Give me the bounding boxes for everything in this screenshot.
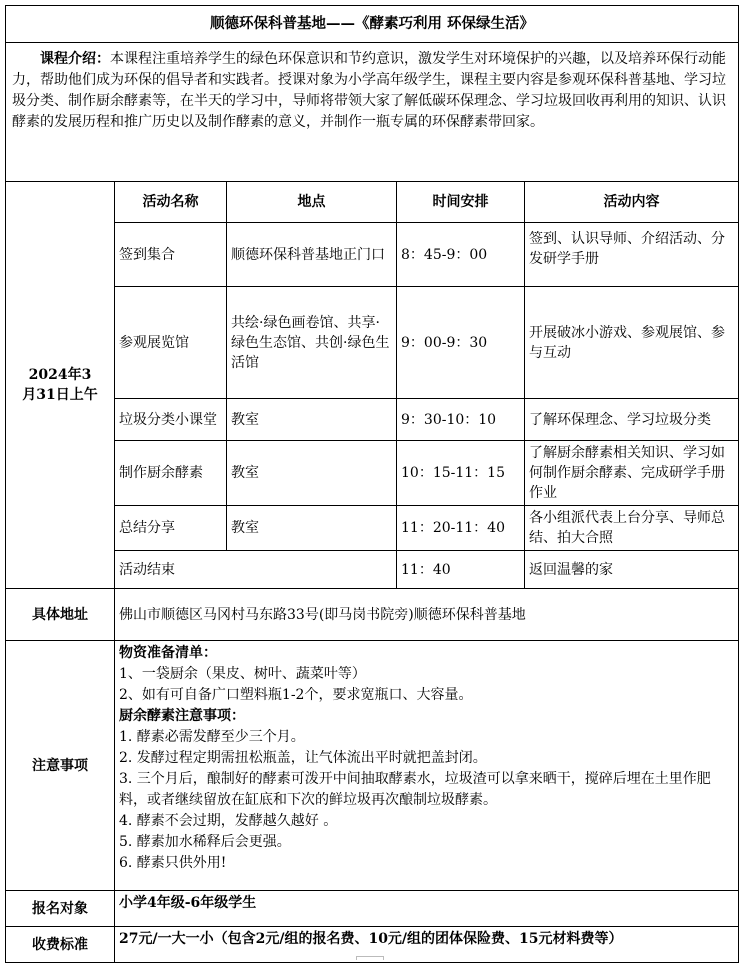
activity-place: 教室: [227, 441, 397, 506]
address-label: 具体地址: [6, 589, 115, 641]
header-content: 活动内容: [525, 182, 739, 223]
activity-place: 教室: [227, 399, 397, 441]
activity-content: 各小组派代表上台分享、导师总结、拍大合照: [525, 506, 739, 551]
activity-time: 8：45-9：00: [397, 223, 525, 287]
table-row: [6, 399, 739, 441]
course-info-table: [5, 5, 739, 963]
header-place: 地点: [227, 182, 397, 223]
course-intro: [6, 43, 739, 182]
activity-name: 制作厨余酵素: [115, 441, 227, 506]
fee-label: 收费标准: [6, 927, 115, 963]
target-label: 报名对象: [6, 891, 115, 927]
table-row: [6, 551, 739, 589]
activity-place: 顺德环保科普基地正门口: [227, 223, 397, 287]
list-item: 6. 酵素只供外用!: [119, 855, 227, 871]
table-row: [6, 223, 739, 287]
intro-label: 课程介绍：: [40, 51, 110, 67]
activity-time: 11：40: [397, 551, 525, 589]
activity-content: 开展破冰小游戏、参观展馆、参与互动: [525, 287, 739, 399]
address-text: 佛山市顺德区马冈村马东路33号(即马岗书院旁)顺德环保科普基地: [115, 589, 739, 641]
list-item: 1、一袋厨余（果皮、树叶、蔬菜叶等）: [119, 666, 366, 682]
activity-place: 教室: [227, 506, 397, 551]
page-scroll-tab: [356, 956, 384, 960]
table-row: [6, 506, 739, 551]
list-item: 2. 发酵过程定期需扭松瓶盖，让气体流出平时就把盖封闭。: [119, 750, 487, 766]
materials-title: 物资准备清单：: [119, 645, 217, 661]
activity-time: 9：00-9：30: [397, 287, 525, 399]
header-time: 时间安排: [397, 182, 525, 223]
activity-time: 9：30-10：10: [397, 399, 525, 441]
list-item: 5. 酵素加水稀释后会更强。: [119, 834, 291, 850]
fee-text: 27元/一大一小（包含2元/组的报名费、10元/组的团体保险费、15元材料费等）: [115, 927, 739, 963]
activity-time: 11：20-11：40: [397, 506, 525, 551]
activity-content: 签到、认识导师、介绍活动、分发研学手册: [525, 223, 739, 287]
activity-name: 垃圾分类小课堂: [115, 399, 227, 441]
table-row: [6, 441, 739, 506]
activity-name: 参观展览馆: [115, 287, 227, 399]
activity-name: 总结分享: [115, 506, 227, 551]
document-title: 顺德环保科普基地——《酵素巧利用 环保绿生活》: [6, 6, 739, 43]
activity-name: 活动结束: [115, 551, 397, 589]
notes-content: [115, 641, 739, 891]
target-text: 小学4年级-6年级学生: [115, 891, 739, 927]
activity-content: 返回温馨的家: [525, 551, 739, 589]
activity-place: 共绘·绿色画卷馆、共享·绿色生态馆、共创·绿色生活馆: [227, 287, 397, 399]
activity-time: 10：15-11：15: [397, 441, 525, 506]
attention-title: 厨余酵素注意事项：: [119, 708, 245, 724]
list-item: 4. 酵素不会过期，发酵越久越好 。: [119, 813, 338, 829]
list-item: 3. 三个月后，酿制好的酵素可泼开中间抽取酵素水，垃圾渣可以拿来晒干，搅碎后埋在土里作肥料，或者继续留放在缸底和下次的鲜垃圾再次酿制垃圾酵素。: [119, 771, 711, 808]
notes-label: 注意事项: [6, 641, 115, 891]
table-row: [6, 287, 739, 399]
list-item: 1. 酵素必需发酵至少三个月。: [119, 729, 305, 745]
schedule-date: 2024年3月31日上午: [6, 182, 115, 589]
activity-content: 了解厨余酵素相关知识、学习如何制作厨余酵素、完成研学手册作业: [525, 441, 739, 506]
header-activity-name: 活动名称: [115, 182, 227, 223]
list-item: 2、如有可自备广口塑料瓶1-2个，要求宽瓶口、大容量。: [119, 687, 473, 703]
intro-text: 本课程注重培养学生的绿色环保意识和节约意识，激发学生对环境保护的兴趣，以及培养环保行动能力，帮助他们成为环保的倡导者和实践者。授课对象为小学高年级学生，课程主要内容是参观环保科普基地、学习垃圾分类、制作厨余酵素等，在半天的学习中，导师将带领大家了解低碳环保理念、学习垃圾回收再利用的知识、认识酵素的发展历程和推广历史以及制作酵素的意义，并制作一瓶专属的环保酵素带回家。: [12, 51, 726, 130]
activity-content: 了解环保理念、学习垃圾分类: [525, 399, 739, 441]
activity-name: 签到集合: [115, 223, 227, 287]
